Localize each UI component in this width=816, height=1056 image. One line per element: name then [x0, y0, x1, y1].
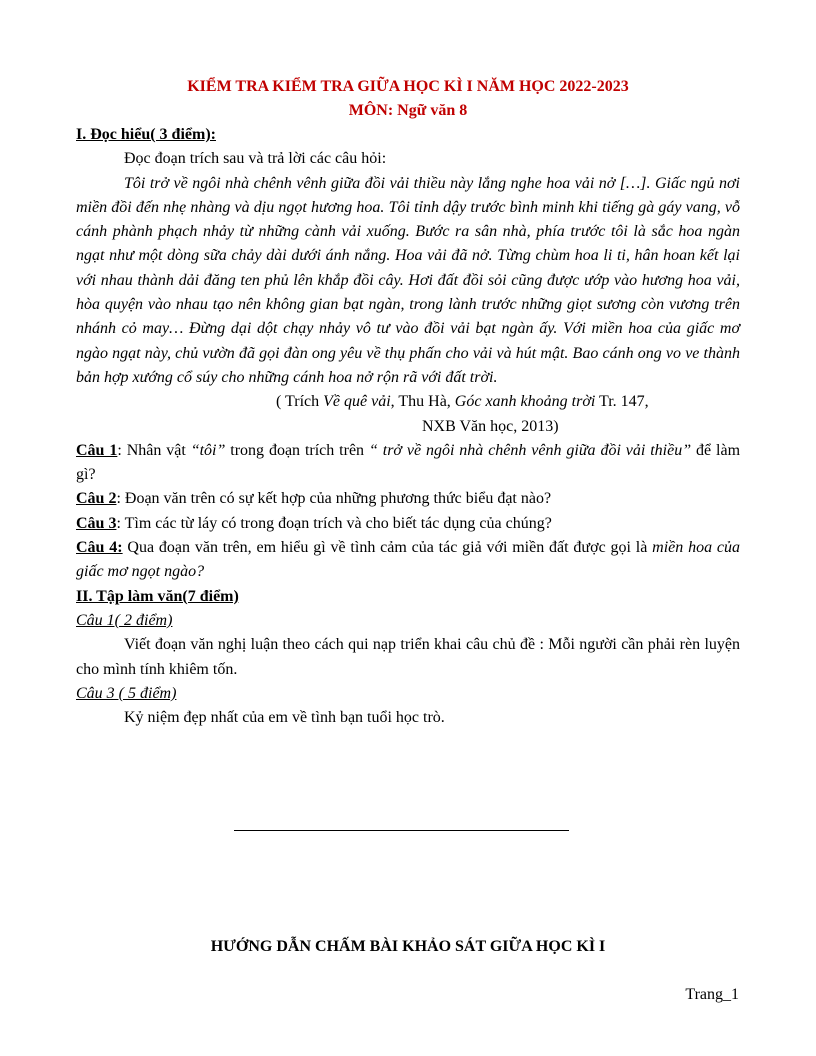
reading-passage: Tôi trở về ngôi nhà chênh vênh giữa đồi vải thiều này lắng nghe hoa vải nở […]. Giấc ngủ nơi miền đồi đến nhẹ nhàng và dịu ngọt hương hoa. Tôi tỉnh dậy trước bình minh khi tiếng gà gáy vang, vỗ cánh phành phạch nhảy từ những cành vải xuống. Bước ra sân nhà, phía trước tôi là sắc hoa ngàn ngạt như một dòng sữa chảy dài dưới ánh nắng. Hoa vải đã nở. Từng chùm hoa li ti, hân hoan kết lại với nhau thành dải đăng ten phủ lên khắp đồi cây. Hơi đất đồi sỏi cũng được ướp vào hương hoa vải, hòa quyện vào nhau tạo nên không gian bạt ngàn, trong lành trước những giọt sương còn vương trên nhánh cỏ may… Đừng dại dột chạy nhảy vô tư vào đồi vải bạt ngàn ấy. Với miền hoa của giấc mơ ngào ngạt này, chủ vườn đã gọi đàn ong yêu về thụ phấn cho vải và hút mật. Bao cánh ong vo ve thành bản hợp xướng cổ súy cho những cánh hoa nở rộn rã với đất trời.	[76, 174, 740, 386]
essay-1-label: Câu 1( 2 điểm)	[76, 611, 173, 629]
document-body	[76, 72, 740, 730]
part1-heading: I. Đọc hiểu( 3 điểm):	[76, 126, 216, 143]
question-3: Câu 3: Tìm các từ láy có trong đoạn trích và cho biết tác dụng của chúng?	[76, 514, 552, 532]
question-2: Câu 2: Đoạn văn trên có sự kết hợp của những phương thức biểu đạt nào?	[76, 490, 552, 508]
source-line-2: NXB Văn học, 2013)	[422, 417, 559, 435]
essay-3-label: Câu 3 ( 5 điểm)	[76, 684, 177, 702]
page-number: Trang_1	[685, 986, 739, 1003]
exam-title: KIỂM TRA KIỂM TRA GIỮA HỌC KÌ I NĂM HỌC 2022-2023	[187, 78, 629, 95]
essay-3-prompt: Kỷ niệm đẹp nhất của em về tình bạn tuổi học trò.	[124, 709, 445, 727]
source-line-1: ( Trích Về quê vải, Thu Hà, Góc xanh khoảng trời Tr. 147,	[276, 393, 649, 411]
question-4: Câu 4: Qua đoạn văn trên, em hiểu gì về tình cảm của tác giả với miền đất được gọi là miền hoa của giấc mơ ngọt ngào?	[76, 539, 741, 581]
essay-1-prompt: Viết đoạn văn nghị luận theo cách qui nạp triển khai câu chủ đề : Mỗi người cần phải rèn luyện cho mình tính khiêm tốn.	[76, 636, 740, 678]
divider-line	[234, 830, 569, 831]
grading-guide-title: HƯỚNG DẪN CHẤM BÀI KHẢO SÁT GIỮA HỌC KÌ I	[210, 938, 606, 955]
part2-heading: II. Tập làm văn(7 điểm)	[76, 587, 239, 605]
question-1: Câu 1: Nhân vật “tôi” trong đoạn trích trên “ trở về ngôi nhà chênh vênh giữa đồi vải thiều” để làm gì?	[76, 441, 741, 484]
instruction: Đọc đoạn trích sau và trả lời các câu hỏi:	[124, 150, 387, 168]
subject-title: MÔN: Ngữ văn 8	[348, 102, 468, 119]
